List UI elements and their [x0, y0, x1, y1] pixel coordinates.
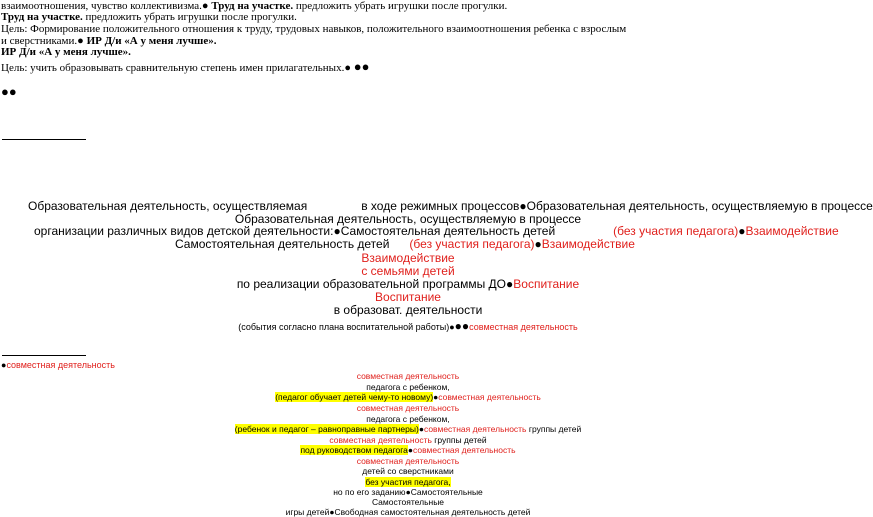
text: предложить убрать игрушки после прогулки. [82, 11, 297, 23]
text: Цель: Формирование положительного отношения к труду, трудовых навыков, положительного взаимоотношения ребенка с взрослым [1, 23, 627, 35]
text: педагога с ребенком, [366, 414, 450, 424]
lower-row-7 [0, 435, 816, 445]
text: Самостоятельная деятельность детей [340, 224, 556, 238]
bullet: ● [201, 0, 209, 12]
text-line-5 [1, 46, 131, 58]
text: предложить убрать игрушки после прогулки. [293, 0, 508, 12]
bullets: ●● [353, 59, 370, 74]
text: группы детей [526, 424, 582, 434]
text: совместная деятельность [423, 424, 527, 434]
text: Свободная самостоятельная деятельность детей [334, 507, 531, 517]
text: совместная деятельность [329, 435, 432, 445]
footnote-rule [2, 139, 86, 140]
lower-row-6 [0, 424, 816, 434]
text: Взаимодействие [541, 237, 635, 251]
bullet: ● [344, 62, 351, 74]
text: педагога с ребенком, [366, 382, 450, 392]
left-item [1, 360, 115, 370]
center-row-6 [0, 264, 816, 278]
text-line-2 [1, 11, 297, 23]
lower-row-14 [0, 507, 816, 517]
text: Воспитание [513, 277, 580, 291]
bullet: ● [534, 237, 542, 251]
heading-game: ИР Д/и «А у меня лучше». [1, 46, 131, 58]
lower-row-10 [0, 466, 816, 476]
lower-row-3 [0, 392, 816, 402]
text: Самостоятельные [371, 497, 445, 507]
text: Самостоятельная деятельность детей [175, 237, 390, 251]
highlight: без участия педагога, [365, 477, 451, 487]
text: взаимоотношения, чувство коллективизма. [1, 0, 202, 12]
text: (без участия педагога) [409, 237, 535, 251]
bullet: ● [519, 199, 527, 213]
bullets: ●● [454, 319, 470, 333]
bullet: ● [405, 487, 411, 497]
lower-row-8 [0, 445, 816, 455]
center-row-4 [175, 237, 635, 251]
text: (без участия педагога) [613, 224, 739, 238]
lower-row-4 [0, 403, 816, 413]
text: Взаимодействие [361, 251, 455, 265]
center-row-10 [0, 319, 816, 333]
text: по реализации образовательной программы ДО [236, 277, 507, 291]
lower-row-12 [0, 487, 816, 497]
text: Образовательная деятельность, осуществляемая [28, 199, 308, 213]
highlight: под руководством педагога [300, 445, 408, 455]
center-row-7 [0, 277, 816, 291]
text: с семьями детей [361, 264, 455, 278]
text: Образовательная деятельность, осуществляемую в процессе [526, 199, 873, 213]
text: совместная деятельность [413, 445, 516, 455]
bullet: ● [1, 360, 7, 370]
text: но по его заданию [333, 487, 406, 497]
heading-labor: Труд на участке. [211, 0, 294, 12]
center-row-8 [0, 290, 816, 304]
text: Воспитание [375, 290, 441, 304]
text: совместная деятельность [469, 322, 578, 332]
bullet: ● [433, 392, 439, 402]
text: игры детей [285, 507, 330, 517]
text: организации различных видов детской деятельности: [34, 224, 334, 238]
lower-row-9 [0, 456, 816, 466]
heading-game: ИР Д/и «А у меня лучше». [86, 35, 217, 47]
bullet: ● [329, 507, 335, 517]
bullet: ● [77, 35, 84, 47]
lower-row-11 [0, 477, 816, 487]
text: совместная деятельность [438, 392, 541, 402]
bullet: ● [506, 277, 514, 291]
bullet: ● [418, 424, 424, 434]
bullets: ●● [1, 84, 17, 99]
highlight: (ребенок и педагог – равноправные партнеры) [234, 424, 419, 434]
text: детей со сверстниками [362, 466, 454, 476]
bullet: ● [407, 445, 414, 455]
text: совместная деятельность [6, 360, 115, 370]
lower-row-1 [0, 371, 816, 381]
text: Взаимодействие [745, 224, 839, 238]
center-row-1 [28, 199, 873, 213]
bullet: ● [738, 224, 746, 238]
highlight: (педагог обучает детей чему-то новому) [275, 392, 434, 402]
text-line-6 [1, 59, 369, 75]
center-row-5 [0, 251, 816, 265]
center-row-9 [0, 303, 816, 317]
text: Образовательная деятельность, осуществляемую в процессе [234, 212, 582, 226]
center-row-3 [34, 224, 839, 238]
lower-row-2 [0, 382, 816, 392]
bullet: ● [449, 322, 455, 332]
text: совместная деятельность [356, 371, 460, 381]
text: Самостоятельные [410, 487, 483, 497]
lower-row-5 [0, 414, 816, 424]
text: Цель: учить образовывать сравнительную степень имен прилагательных. [1, 62, 345, 74]
text-line-7 [1, 84, 17, 100]
bullet: ● [333, 224, 341, 238]
text: и сверстниками. [1, 35, 78, 47]
text: (события согласно плана воспитательной работы) [238, 322, 450, 332]
lower-row-13 [0, 497, 816, 507]
text: в ходе режимных процессов [361, 199, 520, 213]
heading-labor: Труд на участке. [1, 11, 83, 23]
text: группы детей [431, 435, 487, 445]
text: в образоват. деятельности [333, 303, 483, 317]
text: совместная деятельность [356, 403, 460, 413]
text: совместная деятельность [356, 456, 460, 466]
text-line-3 [1, 23, 626, 35]
footnote-rule [2, 355, 86, 356]
